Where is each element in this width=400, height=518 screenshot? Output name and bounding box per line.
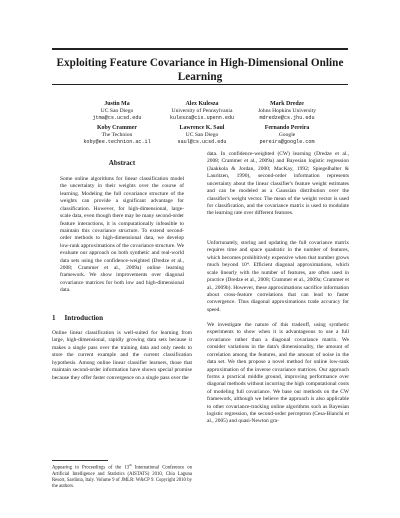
author-affiliation: Google: [278, 132, 296, 139]
author-name: Justin Ma: [104, 101, 130, 107]
author-email: pereira@google.com: [259, 139, 315, 146]
section-heading-introduction: [52, 314, 103, 322]
footnote-prefix: Appearing in Proceedings of the 13: [52, 465, 130, 471]
author-email: mdredze@cs.jhu.edu: [259, 115, 315, 122]
author-email: koby@ee.technion.ac.il: [83, 139, 151, 146]
abstract-text: Some online algorithms for linear classification model the uncertainty in their weights over the course of learning. Modeling the full covariance structure of the weights can provide a significant advantage for classification. However, for high-dimensional, large-scale data, even though there may be many second-order feature interactions, it is computationally infeasible to maintain this covariance structure. To extend second-order methods to high-dimensional data, we develop low-rank approximations of the covariance structure. We evaluate our approach on both synthetic and real-world data sets using the confidence-weighted (Dredze et al., 2008; Crammer et al., 2009a) online learning framework. We show improvements over diagonal covariance matrices for both low and high-dimensional data.: [60, 176, 184, 294]
author-affiliation: UC San Diego: [185, 132, 219, 139]
author-name: Fernando Pereira: [264, 125, 310, 131]
section-number: 1: [52, 314, 56, 322]
author-affiliation: The Technion: [101, 132, 133, 139]
introduction-paragraph: Online linear classification is well-suited for learning from large, high-dimensional, rapidly growing data sets because it makes a single pass over the training data and only needs to store the current example and the current classification hypothesis. Among online linear classifier learners, those that maintain second-order information have shown special promise because they offer faster convergence on a single pass over the: [52, 330, 192, 381]
author-name: Alex Kulesza: [185, 101, 219, 107]
section-title: Introduction: [64, 314, 104, 322]
abstract-heading: Abstract: [108, 159, 136, 167]
title-rule-top: [52, 48, 348, 50]
author-block: [227, 101, 347, 122]
footnote-rule: [52, 460, 108, 461]
footnote-text: International Conference on Artificial Intelligence and Statistics (AISTATS) 2010, Chia Laguna Resort, Sardinia, Italy. Volume 9 of JMLR: W&CP 9. Copyright 2010 by the authors.: [52, 465, 192, 490]
author-email: saul@cs.ucsd.edu: [177, 139, 227, 146]
paper-title: Exploiting Feature Covariance in High-Dimensional Online Learning: [56, 57, 344, 83]
author-affiliation: Johns Hopkins University: [257, 108, 317, 115]
body-paragraph: We investigate the nature of this tradeoff, using synthetic experiments to show when it is advantageous to use a full covariance rather than a diagonal covariance matrix. We consider variations in the data's dimensionality, the amount of correlation among the features, and the amount of noise in the data set. We then propose a novel method for online low-rank approximation of the inverse covariance matrices. Our approach forms a practical middle ground, improving performance over diagonal methods without incurring the high computational costs of modeling full covariance. We base our methods on the CW framework, although we believe the approach is also applicable to other covariance-tracking online algorithms such as Bayesian logistic regression, the second-order perceptron (Cesa-Bianchi et al., 2005) and quasi-Newton gra-: [207, 322, 349, 425]
author-email: jtma@cs.ucsd.edu: [92, 115, 142, 122]
title-rule-bottom: [52, 84, 348, 85]
footnote-superscript: th: [129, 463, 132, 467]
author-affiliation: University of Pennsylvania: [171, 108, 233, 115]
body-paragraph: Unfortunately, storing and updating the full covariance matrix requires time and space quadratic in the number of features, which becomes prohibitively expensive when that number grows much beyond 10⁴. Efficient diagonal approximations, which scale linearly with the number of features, are often used in practice (Dredze et al., 2008; Crammer et al., 2009a; Crammer et al., 2009b). However, these approximations sacrifice information about cross-feature correlations that can lead to faster convergence. Thus diagonal approximations trade accuracy for speed.: [207, 240, 349, 313]
author-block: [227, 125, 347, 146]
author-name: Lawrence K. Saul: [179, 125, 225, 131]
author-name: Koby Crammer: [96, 125, 138, 131]
author-name: Mark Dredze: [270, 101, 304, 107]
body-paragraph: data. In confidence-weighted (CW) learning (Dredze et al., 2008; Crammer et al., 2009a) and Bayesian logistic regression (Jaakkola & Jordan, 2000; MacKay, 1992; Spiegelhalter & Lauritzen, 1990), second-order information represents uncertainty about the linear classifier's feature weight estimates and can be modeled as a Gaussian distribution over the classifier's weight vector. The mean of the weight vector is used for classification, and the covariance matrix is used to modulate the learning rate over different features.: [207, 151, 349, 217]
author-email: kulesza@cis.upenn.edu: [169, 115, 235, 122]
footnote: [52, 462, 192, 490]
author-affiliation: UC San Diego: [100, 108, 134, 115]
